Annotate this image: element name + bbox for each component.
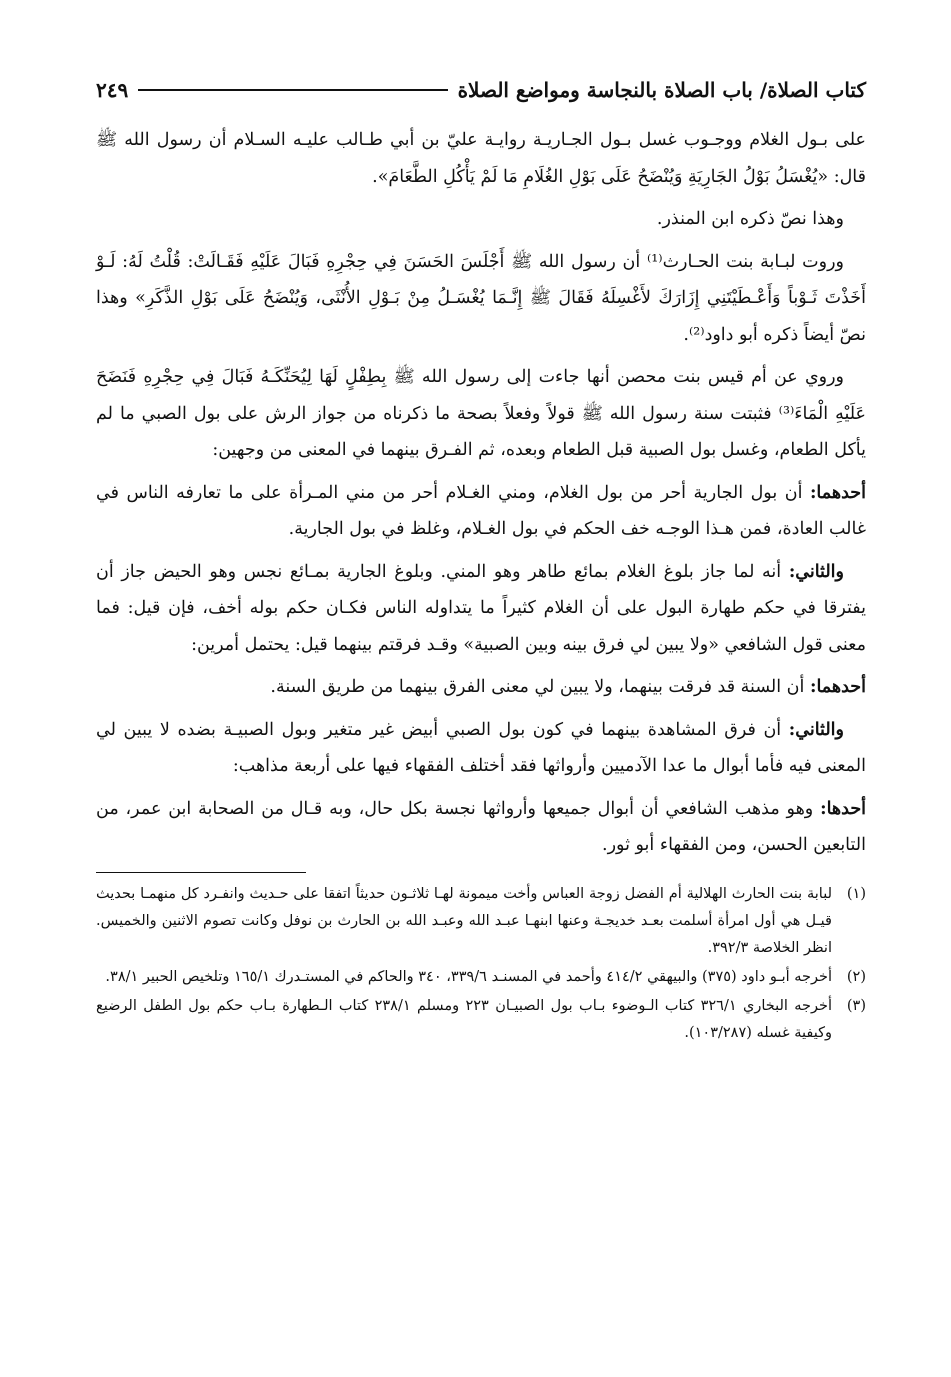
footnote-separator (96, 872, 306, 873)
footnote-text: أخرجه أبـو داود (٣٧٥) والبيهقي ٤١٤/٢ وأحمد في المسنـد ٣٣٩/٦، ٣٤٠ والحاكم في المستـدرك ١٦٥/١ وتلخيص الحبير ٣٨/١. (105, 968, 832, 985)
paragraph-6 (96, 554, 866, 664)
header-rule (138, 89, 447, 91)
main-text (96, 122, 866, 864)
paragraph-body: أن فرق المشاهدة بينهما في كون بول الصبي أبيض غير متغير وبول الصبيـة بضده لا يبين لي المعنى فيه فأما أبوال ما عدا الآدميين وأرواثها فقد أختلف الفقهاء فيها على أربعة مذاهب: (96, 719, 866, 776)
book-page (96, 70, 866, 1049)
paragraph-body: أنه لما جاز بلوغ الغلام بمائع طاهر وهو المني. وبلوغ الجارية بمـائع نجس وهو الحيض جاز أن يفترقا في حكم طهارة البول على أن الغلام كثيراً ما يتداوله الناس فكـان حكم بوله أخف، فإن قيل: فما معنى قول الشافعي «ولا يبين لي فرق بينه وبين الصبية» وقـد فرقتم بينهما قيل: يحتمل أمرين: (96, 561, 866, 655)
footnote-3 (96, 993, 866, 1047)
paragraph-5 (96, 475, 866, 548)
paragraph-1: على بـول الغلام ووجـوب غسل بـول الجـاريـة روايـة عليّ بن أبي طـالب عليـه السـلام أن رسول الله ﷺ قال: «يُغْسَلُ بَوْلُ الجَارِيَةِ وَيُنْضَحُ عَلَى بَوْلِ الغُلَامِ مَا لَمْ يَأْكُلِ الطَّعَامَ». (96, 130, 866, 187)
paragraph-body: أن بول الجارية أحر من بول الغلام، ومني الغـلام أحر من مني المـرأة على ما تعارفه الناس في غالب العادة، فمن هـذا الوجـه خف الحكم في بول الغـلام، وغلظ في بول الجارية. (96, 482, 866, 539)
header-title: كتاب الصلاة/ باب الصلاة بالنجاسة ومواضع الصلاة (457, 78, 866, 102)
paragraph-4: وروي عن أم قيس بنت محصن أنها جاءت إلى رسول الله ﷺ بِطِفْلٍ لَهَا لِيُحَنِّكَـهُ فَبَالَ فِي حِجْرِهِ فَنَضَحَ عَلَيْهِ الْمَاءَ⁽³⁾ فثبتت سنة رسول الله ﷺ قولاً وفعلاً بصحة ما ذكرناه من جواز الرش على بول الصبي ما لم يأكل الطعام، وغسل بول الصبية قبل الطعام وبعده، ثم الفـرق بينهما في المعنى من وجهين: (96, 367, 866, 460)
paragraph-7 (96, 669, 866, 706)
footnote-1 (96, 881, 866, 962)
footnote-number: (٢) (846, 968, 866, 985)
footnote-2 (96, 964, 866, 991)
paragraph-2: وهذا نصّ ذكره ابن المنذر. (656, 209, 844, 229)
paragraph-3: وروت لبـابة بنت الحـارث⁽¹⁾ أن رسول الله ﷺ أَجْلَسَ الحَسَنَ فِي حِجْرِهِ فَبَالَ عَلَيْهِ فَقَـالَتْ: قُلْتُ لَهُ: لَـوْ أَخَذْتَ ثَـوْباً وَأَعْـطَيْتَنِي إِزَارَكَ لأَغْسِلَهُ فَقَالَ ﷺ إِنَّـمَا يُغْسَـلُ مِنْ بَـوْلِ الأُنْثَى، وَيُنْضَحُ عَلَى بَوْلِ الذَّكَرِ» وهذا نصّ أيضاً ذكره أبو داود⁽²⁾. (96, 251, 866, 345)
paragraph-lead: أحدهما: (809, 482, 866, 503)
footnotes (96, 881, 866, 1047)
paragraph-lead: والثاني: (788, 561, 844, 582)
footnote-text: أخرجه البخاري ٣٢٦/١ كتاب الـوضوء بـاب بول الصبيـان ٢٢٣ ومسلم ٢٣٨/١ كتاب الـطهارة بـاب حكم بول الطفل الرضيع وكيفية غسله (١٠٣/٢٨٧). (96, 997, 832, 1041)
paragraph-8 (96, 712, 866, 785)
footnote-number: (٣) (846, 997, 866, 1014)
footnote-number: (١) (846, 885, 866, 902)
paragraph-body: وهو مذهب الشافعي أن أبوال جميعها وأرواثها نجسة بكل حال، وبه قـال من الصحابة ابن عمر، من التابعين الحسن، ومن الفقهاء أبو ثور. (96, 798, 866, 855)
paragraph-lead: أحدهما: (809, 677, 866, 697)
paragraph-9 (96, 791, 866, 864)
paragraph-lead: أحدها: (820, 798, 866, 819)
running-header (96, 70, 866, 110)
paragraph-body: أن السنة قد فرقت بينهما، ولا يبين لي معنى الفرق بينهما من طريق السنة. (270, 677, 805, 697)
page-number: ٢٤٩ (96, 78, 129, 102)
footnote-text: لبابة بنت الحارث الهلالية أم الفضل زوجة العباس وأخت ميمونة لهـا ثلاثـون حديثاً اتفقا على حـديث وانفـرد كل منهمـا بحديث قيـل هي أول امرأة أسلمت بعـد خديجـة وعنها ابنهـا عبـد الله وعبـد الله بن الحارث بن نوفل وكانت تصوم الاثنين والخميس. انظر الخلاصة ٣٩٢/٣. (96, 885, 832, 956)
paragraph-lead: والثاني: (788, 719, 844, 740)
